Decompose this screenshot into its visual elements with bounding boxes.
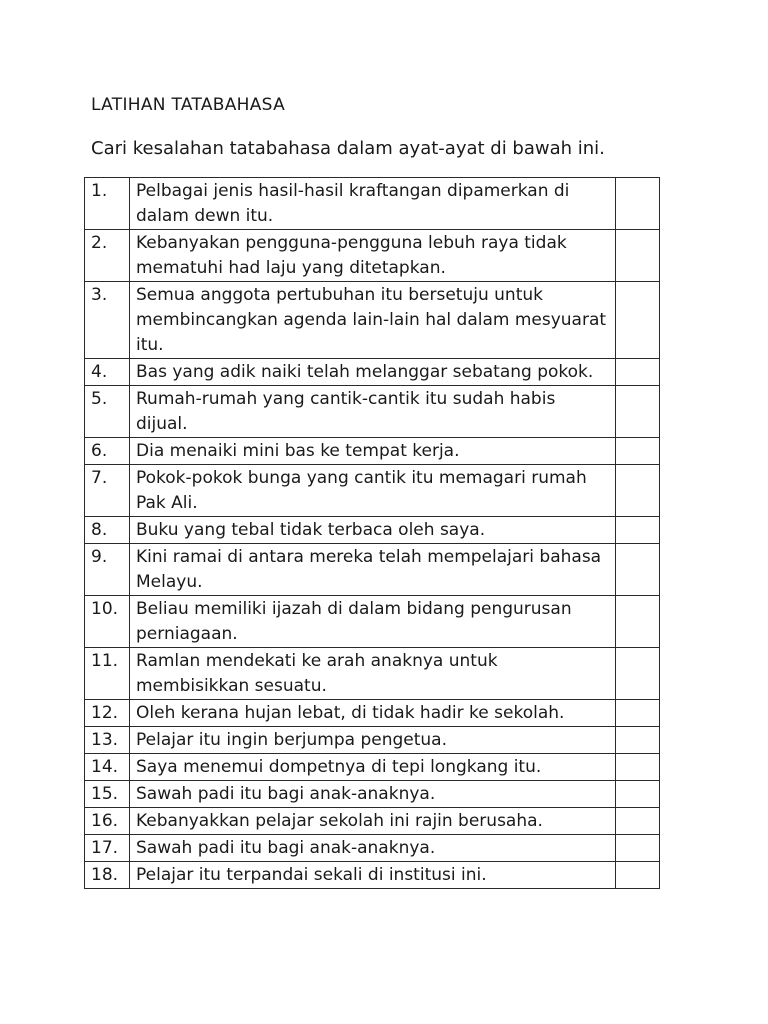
exercise-table <box>84 177 660 889</box>
table-row <box>85 359 660 386</box>
table-row <box>85 596 660 648</box>
instruction-text: Cari kesalahan tatabahasa dalam ayat-ayat di bawah ini. <box>91 138 605 159</box>
row-number: 15. <box>85 781 130 808</box>
sentence-text: Kebanyakkan pelajar sekolah ini rajin berusaha. <box>130 808 616 835</box>
row-number: 17. <box>85 835 130 862</box>
row-number: 5. <box>85 386 130 438</box>
answer-cell[interactable] <box>616 282 660 359</box>
answer-cell[interactable] <box>616 808 660 835</box>
answer-cell[interactable] <box>616 178 660 230</box>
sentence-text: Oleh kerana hujan lebat, di tidak hadir ke sekolah. <box>130 700 616 727</box>
sentence-text: Kebanyakan pengguna-pengguna lebuh raya tidak mematuhi had laju yang ditetapkan. <box>130 230 616 282</box>
table-row <box>85 386 660 438</box>
row-number: 9. <box>85 544 130 596</box>
sentence-text: Pelbagai jenis hasil-hasil kraftangan dipamerkan di dalam dewn itu. <box>130 178 616 230</box>
table-row <box>85 648 660 700</box>
row-number: 12. <box>85 700 130 727</box>
answer-cell[interactable] <box>616 596 660 648</box>
sentence-text: Bas yang adik naiki telah melanggar sebatang pokok. <box>130 359 616 386</box>
sentence-text: Ramlan mendekati ke arah anaknya untuk membisikkan sesuatu. <box>130 648 616 700</box>
row-number: 3. <box>85 282 130 359</box>
table-row <box>85 700 660 727</box>
sentence-text: Sawah padi itu bagi anak-anaknya. <box>130 781 616 808</box>
answer-cell[interactable] <box>616 754 660 781</box>
table-row <box>85 754 660 781</box>
table-row <box>85 862 660 889</box>
row-number: 2. <box>85 230 130 282</box>
answer-cell[interactable] <box>616 835 660 862</box>
sentence-text: Pelajar itu ingin berjumpa pengetua. <box>130 727 616 754</box>
sentence-text: Rumah-rumah yang cantik-cantik itu sudah habis dijual. <box>130 386 616 438</box>
answer-cell[interactable] <box>616 727 660 754</box>
answer-cell[interactable] <box>616 359 660 386</box>
answer-cell[interactable] <box>616 438 660 465</box>
table-row <box>85 727 660 754</box>
sentence-text: Semua anggota pertubuhan itu bersetuju untuk membincangkan agenda lain-lain hal dalam mesyuarat itu. <box>130 282 616 359</box>
sentence-text: Pelajar itu terpandai sekali di institusi ini. <box>130 862 616 889</box>
row-number: 7. <box>85 465 130 517</box>
answer-cell[interactable] <box>616 517 660 544</box>
table-row <box>85 835 660 862</box>
table-row <box>85 438 660 465</box>
row-number: 18. <box>85 862 130 889</box>
sentence-text: Kini ramai di antara mereka telah mempelajari bahasa Melayu. <box>130 544 616 596</box>
sentence-text: Buku yang tebal tidak terbaca oleh saya. <box>130 517 616 544</box>
table-row <box>85 808 660 835</box>
answer-cell[interactable] <box>616 648 660 700</box>
row-number: 13. <box>85 727 130 754</box>
row-number: 14. <box>85 754 130 781</box>
row-number: 8. <box>85 517 130 544</box>
sentence-text: Sawah padi itu bagi anak-anaknya. <box>130 835 616 862</box>
table-row <box>85 230 660 282</box>
row-number: 11. <box>85 648 130 700</box>
sentence-text: Saya menemui dompetnya di tepi longkang itu. <box>130 754 616 781</box>
row-number: 6. <box>85 438 130 465</box>
table-row <box>85 282 660 359</box>
answer-cell[interactable] <box>616 230 660 282</box>
table-row <box>85 544 660 596</box>
table-row <box>85 517 660 544</box>
answer-cell[interactable] <box>616 781 660 808</box>
worksheet-title: LATIHAN TATABAHASA <box>91 95 286 115</box>
row-number: 4. <box>85 359 130 386</box>
sentence-text: Dia menaiki mini bas ke tempat kerja. <box>130 438 616 465</box>
table-row <box>85 465 660 517</box>
sentence-text: Pokok-pokok bunga yang cantik itu memagari rumah Pak Ali. <box>130 465 616 517</box>
sentence-text: Beliau memiliki ijazah di dalam bidang pengurusan perniagaan. <box>130 596 616 648</box>
row-number: 1. <box>85 178 130 230</box>
answer-cell[interactable] <box>616 700 660 727</box>
answer-cell[interactable] <box>616 465 660 517</box>
answer-cell[interactable] <box>616 862 660 889</box>
table-row <box>85 178 660 230</box>
row-number: 10. <box>85 596 130 648</box>
answer-cell[interactable] <box>616 386 660 438</box>
answer-cell[interactable] <box>616 544 660 596</box>
row-number: 16. <box>85 808 130 835</box>
table-row <box>85 781 660 808</box>
